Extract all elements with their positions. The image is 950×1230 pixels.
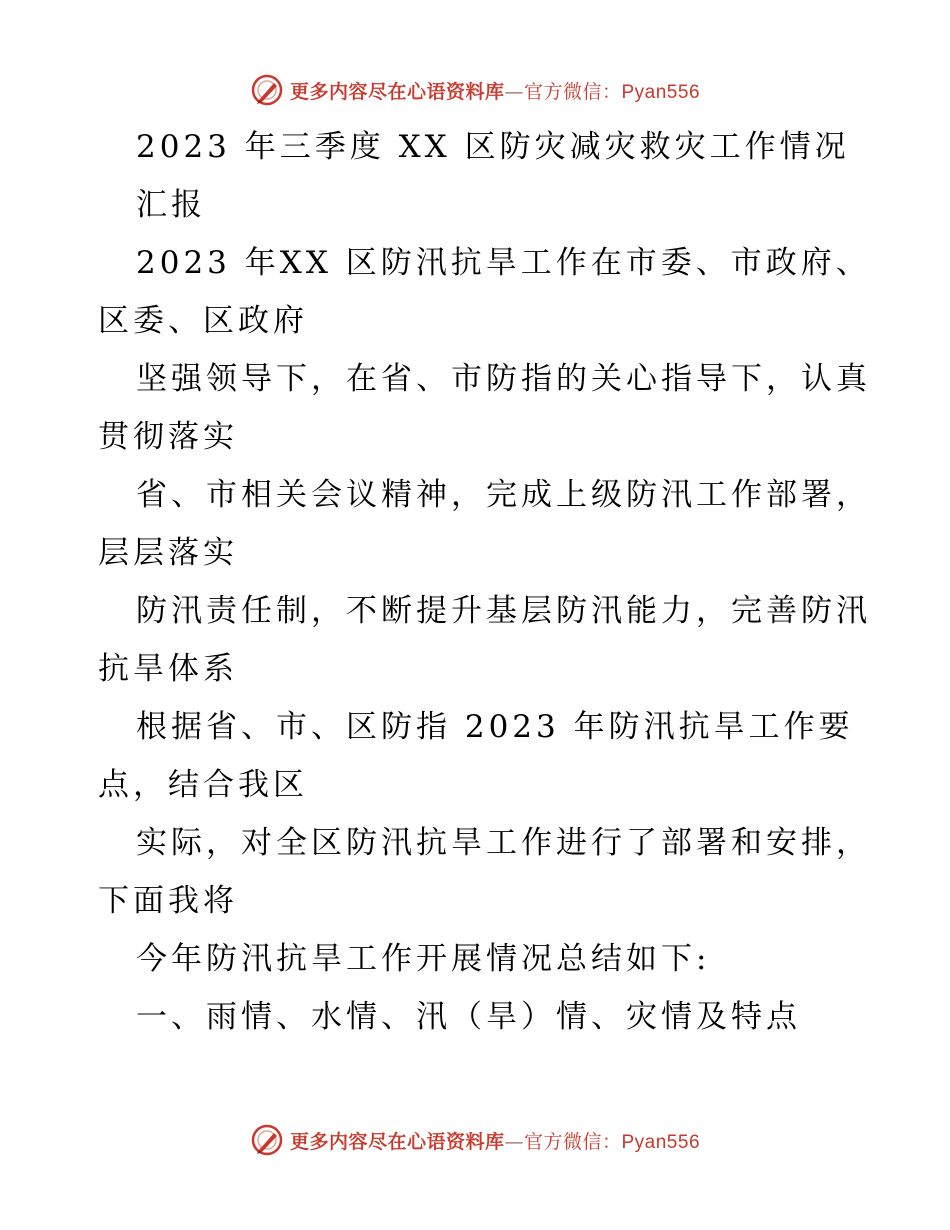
paragraph-line: 今年防汛抗旱工作开展情况总结如下: <box>136 941 711 977</box>
watermark-contact-text: 官方微信：Pyan556 <box>524 1131 701 1153</box>
pen-logo-icon <box>250 1123 284 1157</box>
paragraph-line-wrap: 抗旱体系 <box>98 651 238 687</box>
paragraph-line-wrap: 点，结合我区 <box>98 767 308 803</box>
paragraph-line: 省、市相关会议精神，完成上级防汛工作部署， <box>136 477 871 513</box>
paragraph-line: 2023 年三季度 XX 区防灾减灾救灾工作情况 <box>136 129 850 165</box>
paragraph-line: 一、雨情、水情、汛（旱）情、灾情及特点 <box>136 999 801 1035</box>
paragraph-line-wrap: 下面我将 <box>98 883 238 919</box>
paragraph-line: 防汛责任制，不断提升基层防汛能力，完善防汛 <box>136 593 871 629</box>
watermark-contact-text: 官方微信：Pyan556 <box>524 81 701 103</box>
footer-watermark <box>0 1120 950 1160</box>
watermark-separator: — <box>504 1130 524 1153</box>
paragraph-line: 坚强领导下，在省、市防指的关心指导下，认真 <box>136 361 871 397</box>
watermark-site-text: 更多内容尽在心语资料库 <box>289 1130 505 1153</box>
paragraph-line: 根据省、市、区防指 2023 年防汛抗旱工作要 <box>136 709 854 745</box>
paragraph-line-wrap: 区委、区政府 <box>98 303 308 339</box>
paragraph <box>0 350 950 466</box>
paragraph <box>0 582 950 698</box>
paragraph <box>0 930 950 988</box>
paragraph <box>0 466 950 582</box>
paragraph <box>0 176 950 234</box>
paragraph-line: 汇报 <box>136 187 206 223</box>
paragraph <box>0 234 950 350</box>
pen-logo-icon <box>250 73 284 107</box>
paragraph <box>0 698 950 814</box>
paragraph <box>0 814 950 930</box>
document-body <box>0 118 950 1046</box>
section-heading <box>0 988 950 1046</box>
header-watermark <box>0 70 950 110</box>
paragraph-line-wrap: 贯彻落实 <box>98 419 238 455</box>
watermark-site-text: 更多内容尽在心语资料库 <box>289 80 505 103</box>
paragraph <box>0 118 950 176</box>
paragraph-line: 2023 年XX 区防汛抗旱工作在市委、市政府、 <box>136 245 871 281</box>
watermark-separator: — <box>504 80 524 103</box>
paragraph-line-wrap: 层层落实 <box>98 535 238 571</box>
paragraph-line: 实际，对全区防汛抗旱工作进行了部署和安排， <box>136 825 871 861</box>
